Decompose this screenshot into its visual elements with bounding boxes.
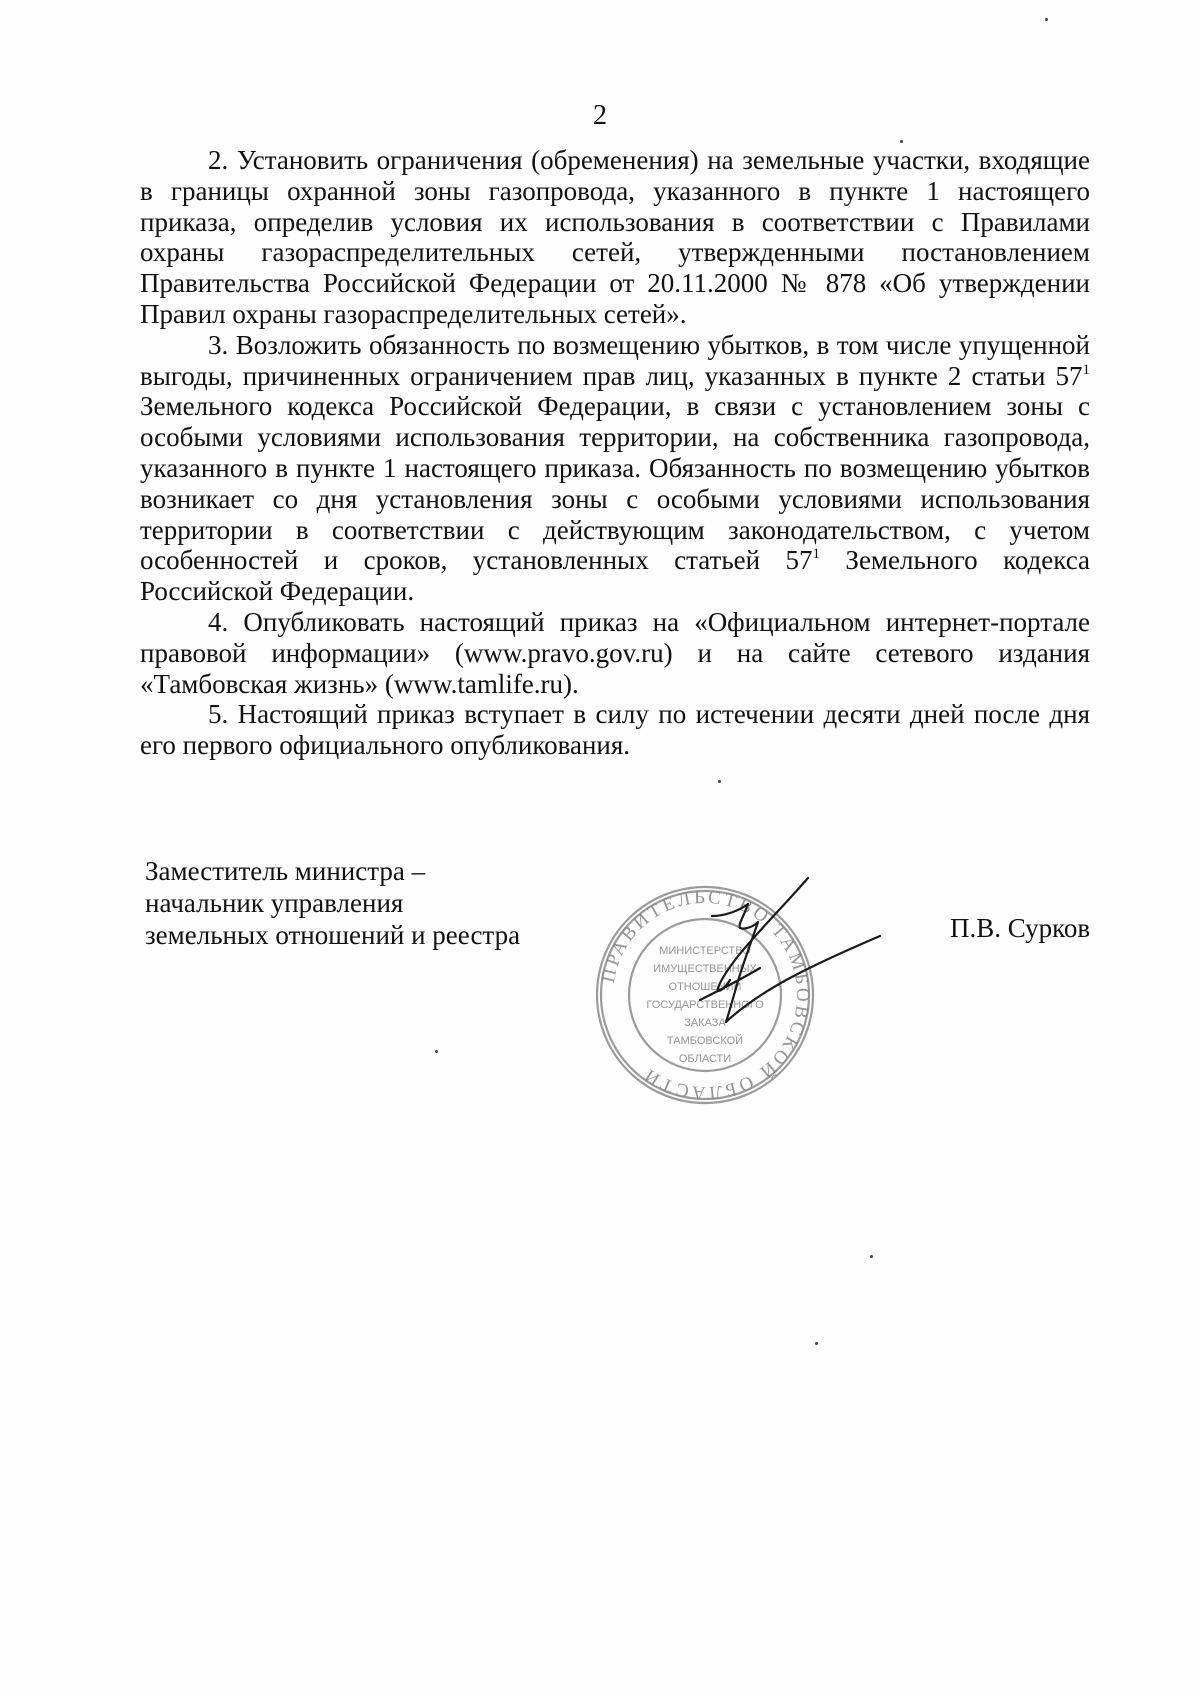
signer-position-line-1: Заместитель министра – xyxy=(145,856,426,886)
signer-name: П.В. Сурков xyxy=(950,913,1091,943)
paragraph-3-part3: Земельного кодекса Российской Федерации. xyxy=(140,545,1090,607)
document-body xyxy=(140,145,1090,761)
scan-speck xyxy=(1045,18,1048,21)
signature-icon xyxy=(640,870,900,1030)
signer-position-line-3: земельных отношений и реестра xyxy=(145,920,521,950)
paragraph-4: 4. Опубликовать настоящий приказ на «Официальном интернет-портале правовой информации» (www.pravo.gov.ru) и на сайте сетевого издания «Тамбовская жизнь» (www.tamlife.ru). xyxy=(140,606,1090,699)
signer-position-line-2: начальник управления xyxy=(145,888,404,918)
handwritten-signature xyxy=(640,870,900,1030)
scan-speck xyxy=(870,1255,873,1258)
paragraph-2: 2. Установить ограничения (обременения) на земельные участки, входящие в границы охранной зоны газопровода, указанного в пункте 1 настоящего приказа, определив условия их использования в соответствии с Правилами охраны газораспределительных сетей, утвержденными постановлением Правительства Российской Федерации от 20.11.2000 № 878 «Об утверждении Правил охраны газораспределительных сетей». xyxy=(140,145,1090,329)
paragraph-3-sup1: 1 xyxy=(1082,361,1090,378)
stamp-inner-line-3: ОТНОШЕНИЙ xyxy=(668,981,742,993)
scan-speck xyxy=(435,1050,438,1053)
stamp-inner-line-4: ГОСУДАРСТВЕННОГО xyxy=(646,999,764,1011)
stamp-inner-line-7: ОБЛАСТИ xyxy=(678,1053,732,1065)
stamp-inner-line-2: ИМУЩЕСТВЕННЫХ xyxy=(653,963,757,975)
paragraph-3-sup2: 1 xyxy=(812,546,820,563)
paragraph-3-part2: Земельного кодекса Российской Федерации, в связи с установлением зоны с особыми условиями использования территории, на собственника газопровода, указанного в пункте 1 настоящего приказа. Обязанность по возмещению убытков возникает со дня установления зоны с особыми условиями использования территории в соответствии с действующим законодательством, с учетом особенностей и сроков, установленных статьей 57 xyxy=(140,391,1090,576)
signer-position xyxy=(145,855,520,951)
stamp-outer-text: ПРАВИТЕЛЬСТВО ТАМБОВСКОЙ ОБЛАСТИ xyxy=(597,886,814,1104)
paragraph-3-part1: 3. Возложить обязанность по возмещению убытков, в том числе упущенной выгоды, причиненных ограничением прав лиц, указанных в пункте 2 статьи 57 xyxy=(140,329,1090,391)
stamp-inner-line-5: ЗАКАЗА xyxy=(684,1017,726,1029)
scan-speck xyxy=(718,780,721,783)
stamp-inner-line-1: МИНИСТЕРСТВО xyxy=(659,945,751,957)
scan-speck xyxy=(815,1342,818,1345)
paragraph-5: 5. Настоящий приказ вступает в силу по истечении десяти дней после дня его первого официального опубликования. xyxy=(140,699,1090,761)
stamp-inner-line-6: ТАМБОВСКОЙ xyxy=(666,1035,744,1047)
page-number: 2 xyxy=(593,100,607,131)
scan-speck xyxy=(900,140,903,143)
paragraph-3 xyxy=(140,330,1090,607)
